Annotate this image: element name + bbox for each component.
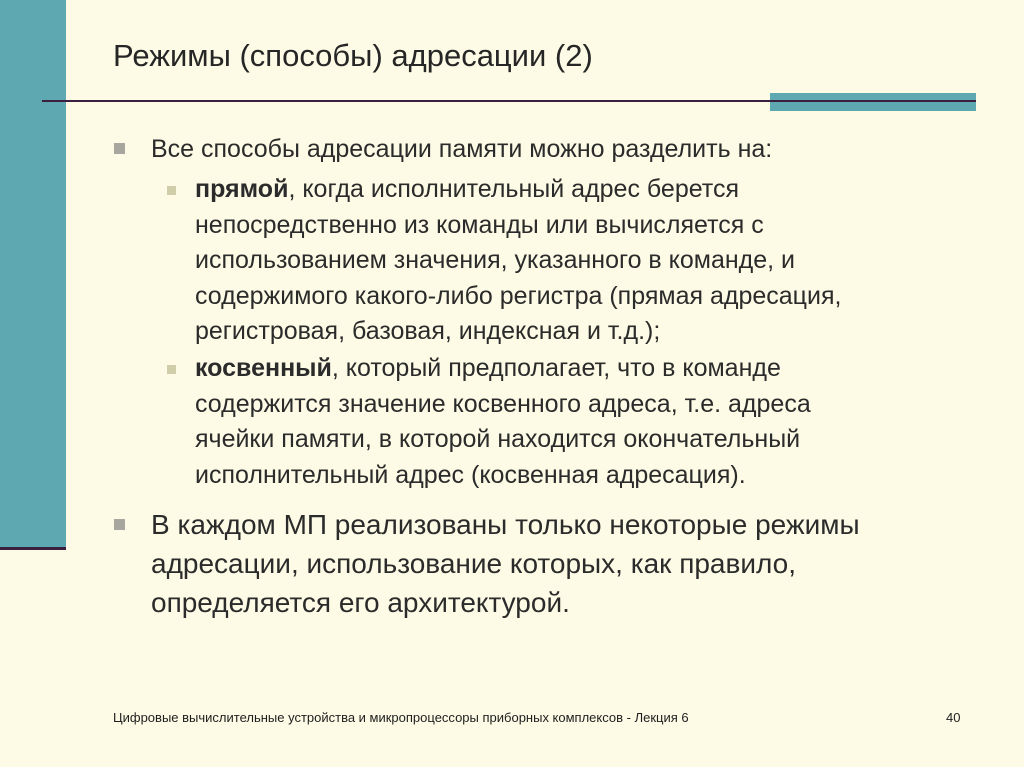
sub-bullet-square-icon [167, 186, 176, 195]
term-indirect: косвенный [195, 354, 332, 382]
sub-bullet-square-icon [167, 365, 176, 374]
title-accent-block [770, 93, 976, 111]
bullet-text: В каждом МП реализованы только некоторые режимы [151, 509, 860, 540]
bullet-text: Все способы адресации памяти можно разделить на: [151, 135, 773, 163]
title-accent-rule [770, 100, 976, 102]
bullet-square-icon [114, 519, 125, 530]
bullet-text: адресации, использование которых, как правило, [151, 548, 797, 579]
sub-bullet-text: непосредственно из команды или вычисляется с [195, 210, 764, 239]
sub-bullet-text: использованием значения, указанного в команде, и [195, 246, 796, 274]
bullet-text: определяется его архитектурой. [151, 587, 570, 618]
sub-bullet-text: содержимого какого-либо регистра (прямая адресация, [195, 281, 842, 310]
sub-bullet-text: содержится значение косвенного адреса, т.е. адреса [195, 389, 811, 418]
sub-bullet-line [195, 351, 781, 387]
bullet-square-icon [114, 143, 125, 154]
sub-bullet-text: регистровая, базовая, индексная и т.д.); [195, 317, 661, 345]
sub-bullet-line [195, 172, 739, 208]
term-direct: прямой [195, 175, 289, 203]
left-accent-rule [0, 547, 66, 550]
left-accent-bar [0, 0, 66, 548]
page-number: 40 [946, 710, 961, 725]
sub-bullet-text: , когда исполнительный адрес берется [288, 175, 740, 203]
sub-bullet-text: , который предполагает, что в команде [331, 354, 781, 382]
sub-bullet-text: ячейки памяти, в которой находится окончательный [195, 425, 801, 453]
slide-footer: Цифровые вычислительные устройства и микропроцессоры приборных комплексов - Лекция 6 [113, 710, 689, 725]
sub-bullet-text: исполнительный адрес (косвенная адресация). [195, 460, 746, 489]
slide-title: Режимы (способы) адресации (2) [113, 38, 593, 73]
